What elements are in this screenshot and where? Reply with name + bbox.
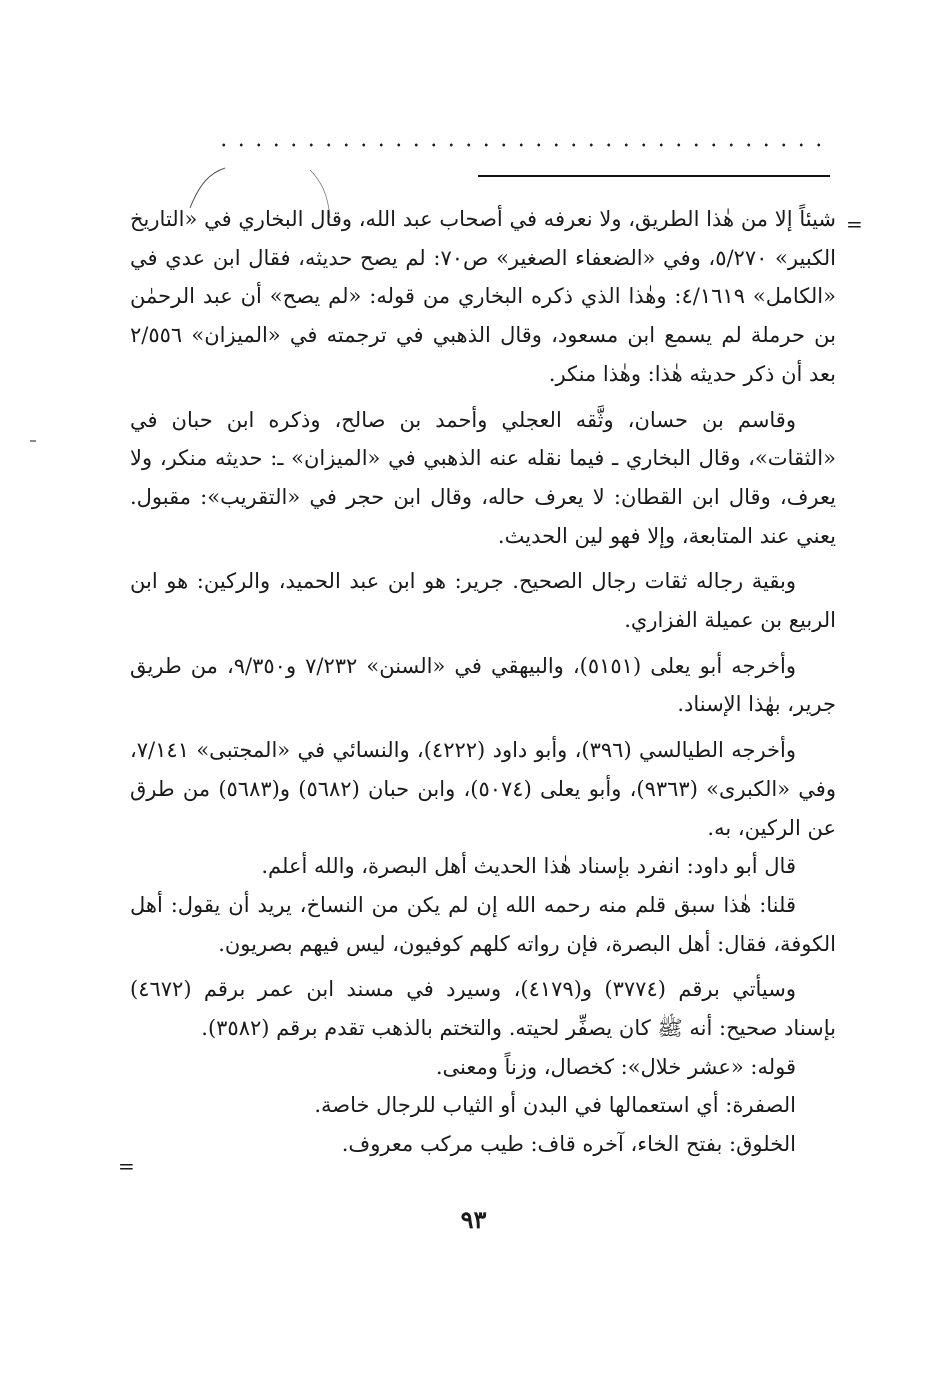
page-number: ٩٣ <box>460 1205 487 1234</box>
footnote-paragraph: وقاسم بن حسان، وثَّقه العجلي وأحمد بن صالح، وذكره ابن حبان في «الثقات»، وقال البخاري ـ فيما نقله عنه الذهبي في «الميزان» ـ: حديثه منكر، ولا يعرف، وقال ابن القطان: لا يعرف حاله، وقال ابن حجر في «التقريب»: مقبول. يعني عند المتابعة، وإلا فهو لين الحديث. <box>130 407 836 548</box>
footnote-paragraph: قوله: «عشر خلال»: كخصال، وزناً ومعنى. <box>435 1054 796 1079</box>
footnote-paragraph: وبقية رجاله ثقات رجال الصحيح. جرير: هو ابن عبد الحميد، والركين: هو ابن الربيع بن عميلة الفزاري. <box>130 569 836 633</box>
continuation-mark-bottom: = <box>118 1154 135 1178</box>
footnote-paragraph: قلنا: هٰذا سبق قلم منه رحمه الله إن لم يكن من النساخ، يريد أن يقول: أهل الكوفة، فقال: أهل البصرة، فإن رواته كلهم كوفيون، ليس فيهم بصريون. <box>130 892 836 956</box>
footnotes-block <box>130 200 836 1164</box>
scan-artifact <box>30 440 36 442</box>
footnote-paragraph: وأخرجه أبو يعلى (٥١٥١)، والبيهقي في «السنن» ٧/٢٣٢ و٩/٣٥٠، من طريق جرير، بهٰذا الإسناد. <box>130 653 836 717</box>
footnote-rule <box>478 175 830 177</box>
dotted-separator <box>215 140 830 150</box>
continuation-mark-top: = <box>846 212 863 236</box>
footnote-paragraph: شيئاً إلا من هٰذا الطريق، ولا نعرفه في أصحاب عبد الله، وقال البخاري في «التاريخ الكبير» ٥/٢٧٠، وفي «الضعفاء الصغير» ص٧٠: لم يصح حديثه، فقال ابن عدي في «الكامل» ٤/١٦١٩: وهٰذا الذي ذكره البخاري من قوله: «لم يصح» أن عبد الرحمٰن بن حرملة لم يسمع ابن مسعود، وقال الذهبي في ترجمته في «الميزان» ٢/٥٥٦ بعد أن ذكر حديثه هٰذا: وهٰذا منكر. <box>130 207 836 386</box>
footnote-paragraph: الخلوق: بفتح الخاء، آخره قاف: طيب مركب معروف. <box>341 1132 796 1157</box>
footnote-paragraph: الصفرة: أي استعمالها في البدن أو الثياب للرجال خاصة. <box>314 1093 796 1118</box>
footnote-paragraph: قال أبو داود: انفرد بإسناد هٰذا الحديث أهل البصرة، والله أعلم. <box>261 854 796 879</box>
footnote-paragraph: وأخرجه الطيالسي (٣٩٦)، وأبو داود (٤٢٢٢)، والنسائي في «المجتبى» ٧/١٤١، وفي «الكبرى» (٩٣٦٣)، وأبو يعلى (٥٠٧٤)، وابن حبان (٥٦٨٢) و(٥٦٨٣) من طرق عن الركين، به. <box>130 738 836 840</box>
footnote-paragraph: وسيأتي برقم (٣٧٧٤) و(٤١٧٩)، وسيرد في مسند ابن عمر برقم (٤٦٧٢) بإسناد صحيح: أنه ﷺ كان يصفِّر لحيته. والتختم بالذهب تقدم برقم (٣٥٨٢). <box>130 977 836 1041</box>
